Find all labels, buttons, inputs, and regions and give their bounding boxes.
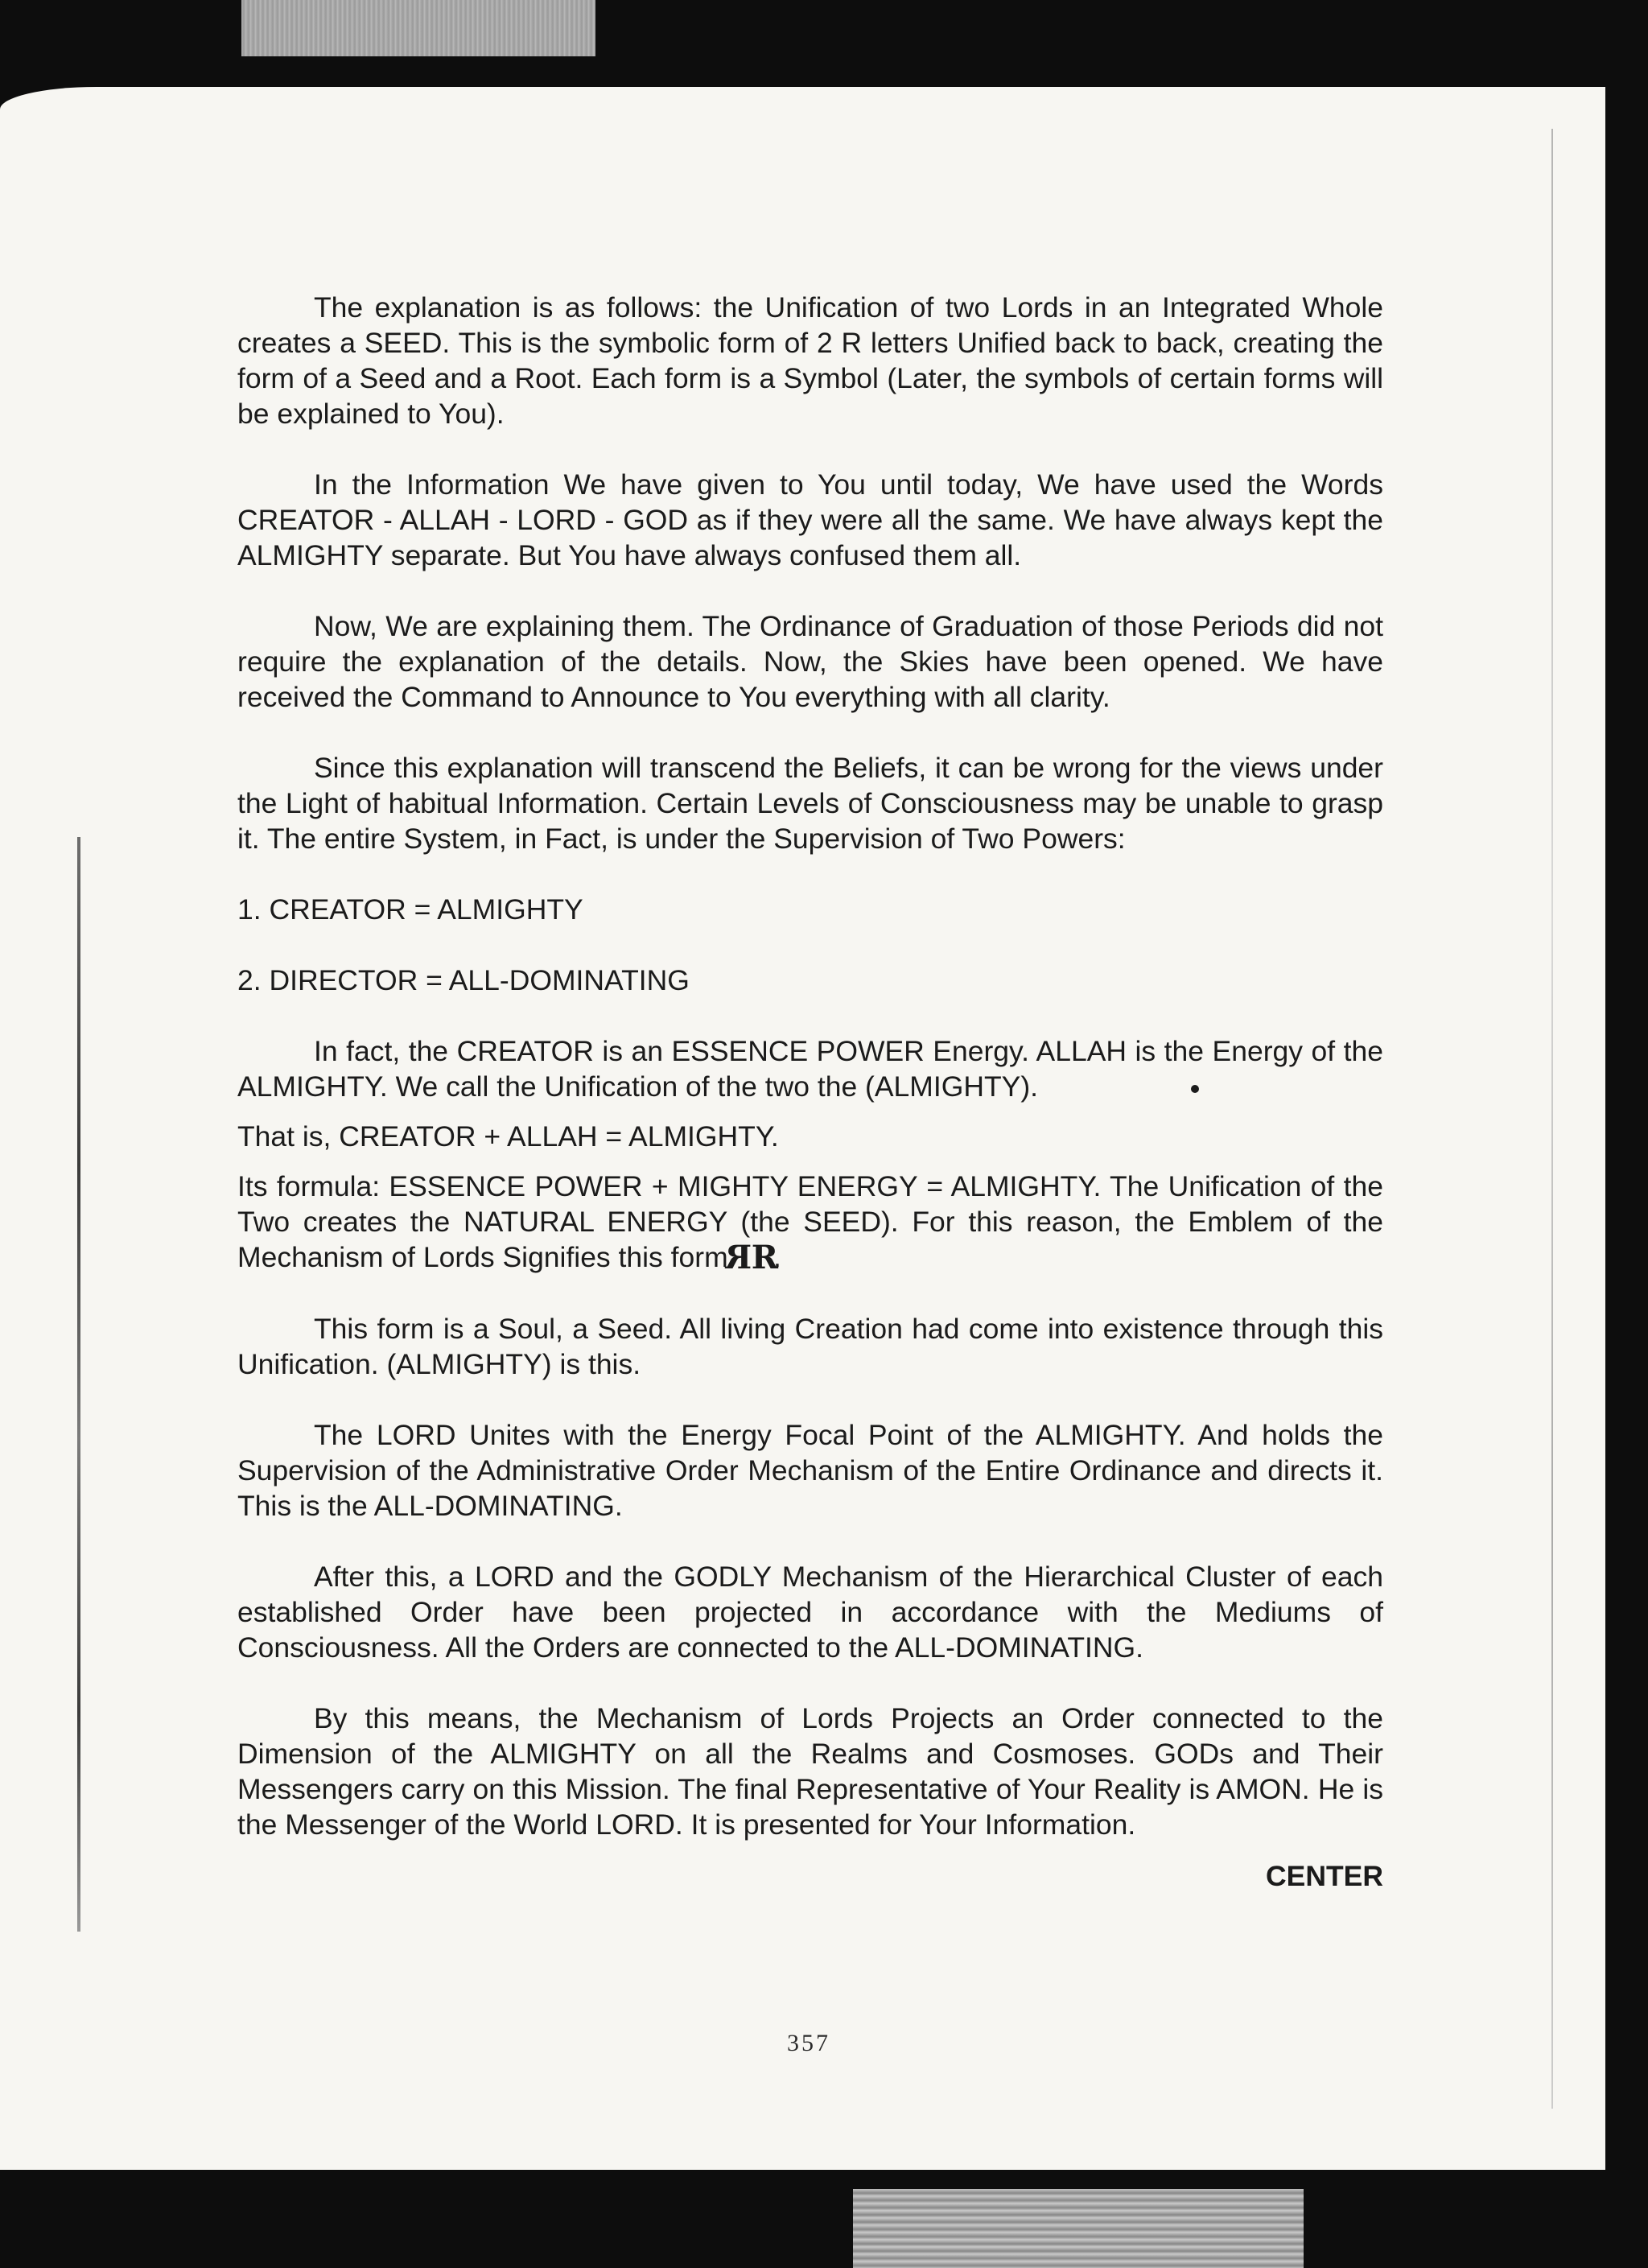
scan-shadow-left bbox=[77, 837, 80, 1932]
stray-dot-mark bbox=[1191, 1085, 1199, 1093]
paragraph-unification: The explanation is as follows: the Unification of two Lords in an Integrated Whole creates a SEED. This is the symbolic form of 2 R letters Unified back to back, creating the form of a Seed and a Root. Each form is a Symbol (Later, the symbols of certain forms will be explained to You). bbox=[237, 291, 1383, 430]
page-number: 357 bbox=[787, 2030, 830, 2056]
paragraph-godly-mechanism: After this, a LORD and the GODLY Mechanism of the Hierarchical Cluster of each established Order have been projected in accordance with the Mediums of Consciousness. All the Orders are connected to the ALL-DOMINATING. bbox=[237, 1561, 1383, 1664]
paragraph-lord-unites: The LORD Unites with the Energy Focal Point of the ALMIGHTY. And holds the Supervision of the Administrative Order Mechanism of the Entire Ordinance and directs it. This is the ALL-DOMINATING. bbox=[237, 1419, 1383, 1522]
paragraph-essence-power bbox=[237, 1033, 1383, 1104]
paragraph-amon: By this means, the Mechanism of Lords Projects an Order connected to the Dimension of the ALMIGHTY on all the Realms and Cosmoses. GODs and Their Messengers carry on this Mission. The final Representative of Your Reality is AMON. He is the Messenger of the World LORD. It is presented for Your Information. bbox=[237, 1702, 1383, 1841]
list-item-creator: 1. CREATOR = ALMIGHTY bbox=[237, 893, 583, 926]
formula-end: . bbox=[773, 1241, 781, 1273]
list-item-director: 2. DIRECTOR = ALL-DOMINATING bbox=[237, 964, 690, 996]
formula-text: Its formula: ESSENCE POWER + MIGHTY ENERGY = ALMIGHTY. The Unification of the Two creates the NATURAL ENERGY (the SEED). For this reason, the Emblem of the Mechanism of Lords Signifies this form bbox=[237, 1170, 1383, 1273]
page-text bbox=[237, 290, 1383, 1923]
scan-shadow-right bbox=[1551, 129, 1553, 2109]
line-that-is: That is, CREATOR + ALLAH = ALMIGHTY. bbox=[237, 1120, 779, 1153]
signature: CENTER bbox=[1266, 1860, 1383, 1892]
paragraph-soul-seed: This form is a Soul, a Seed. All living Creation had come into existence through this Unification. (ALMIGHTY) is this. bbox=[237, 1313, 1383, 1380]
paragraph-essence-power-text: In fact, the CREATOR is an ESSENCE POWER Energy. ALLAH is the Energy of the ALMIGHTY. We call the Unification of the two the (ALMIGHTY). bbox=[237, 1035, 1383, 1103]
paragraph-information: In the Information We have given to You until today, We have used the Words CREATOR - ALLAH - LORD - GOD as if they were all the same. We have always kept the ALMIGHTY separate. But You have always confused them all. bbox=[237, 468, 1383, 571]
scan-glare-top bbox=[241, 0, 595, 56]
scan-edge-right bbox=[1605, 87, 1648, 2196]
paragraph-beliefs: Since this explanation will transcend the Beliefs, it can be wrong for the views under the Light of habitual Information. Certain Levels of Consciousness may be unable to grasp it. The entire System, in Fact, is under the Supervision of Two Powers: bbox=[237, 752, 1383, 855]
scan-glare-bottom bbox=[853, 2189, 1304, 2268]
paragraph-explaining: Now, We are explaining them. The Ordinance of Graduation of those Periods did not require the explanation of the details. Now, the Skies have been opened. We have received the Command to Announce to You everything with all clarity. bbox=[237, 610, 1383, 713]
lords-emblem-icon: RR bbox=[735, 1239, 768, 1276]
paragraph-formula bbox=[237, 1169, 1383, 1276]
